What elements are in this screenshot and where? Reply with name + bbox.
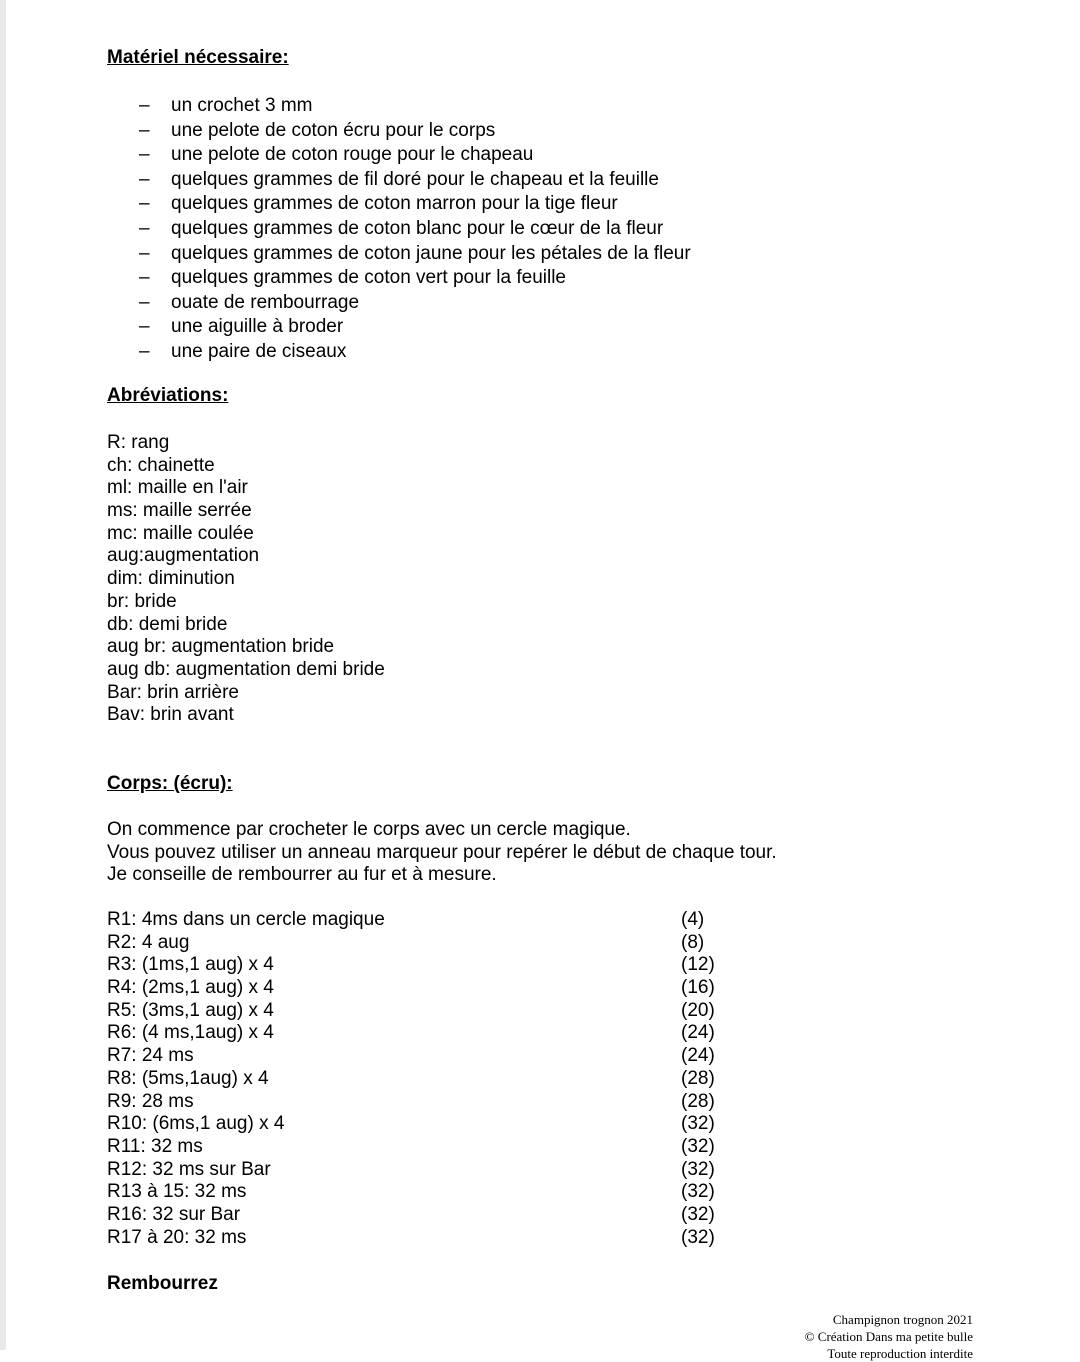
row-instruction: R13 à 15: 32 ms <box>107 1181 247 1203</box>
intro-line: On commence par crocheter le corps avec un cercle magique. <box>107 819 631 840</box>
pattern-row <box>107 1204 747 1227</box>
dash-bullet: – <box>139 291 150 313</box>
abbreviations-list <box>107 432 385 727</box>
pattern-row <box>107 1000 747 1023</box>
body-intro <box>107 819 777 887</box>
pattern-row <box>107 1181 747 1204</box>
intro-line: Je conseille de rembourrer au fur et à mesure. <box>107 864 497 886</box>
row-stitch-count: (32) <box>681 1135 715 1157</box>
body-heading: Corps: (écru): <box>107 773 233 794</box>
footer-line-copyright: © Création Dans ma petite bulle <box>804 1329 973 1344</box>
abbreviation-item: dim: diminution <box>107 568 235 590</box>
row-instruction: R9: 28 ms <box>107 1090 194 1112</box>
row-instruction: R12: 32 ms sur Bar <box>107 1158 271 1180</box>
dash-bullet: – <box>139 144 150 166</box>
abbreviation-item: aug:augmentation <box>107 545 260 567</box>
dash-bullet: – <box>139 217 150 239</box>
row-stitch-count: (32) <box>681 1158 715 1180</box>
dash-bullet: – <box>139 119 150 141</box>
row-stitch-count: (16) <box>681 977 715 999</box>
row-stitch-count: (32) <box>681 1113 715 1135</box>
row-instruction: R16: 32 sur Bar <box>107 1203 241 1225</box>
row-instruction: R7: 24 ms <box>107 1045 194 1067</box>
row-instruction: R4: (2ms,1 aug) x 4 <box>107 977 274 999</box>
abbreviation-item: br: bride <box>107 590 177 612</box>
abbreviation-item: R: rang <box>107 432 170 453</box>
abbreviation-item: ms: maille serrée <box>107 500 252 522</box>
row-stitch-count: (12) <box>681 954 715 976</box>
material-item-text: une pelote de coton rouge pour le chapeau <box>171 144 534 166</box>
material-item-text: quelques grammes de fil doré pour le chapeau et la feuille <box>171 168 659 190</box>
pattern-row <box>107 1045 747 1068</box>
pattern-row <box>107 1227 747 1250</box>
row-stitch-count: (28) <box>681 1090 715 1112</box>
pattern-row <box>107 1113 747 1136</box>
footer-credits <box>804 1311 973 1361</box>
row-instruction: R1: 4ms dans un cercle magique <box>107 909 385 930</box>
dash-bullet: – <box>139 168 150 190</box>
row-stitch-count: (4) <box>681 909 705 930</box>
abbreviations-heading: Abréviations: <box>107 385 229 406</box>
row-instruction: R2: 4 aug <box>107 931 190 953</box>
footer-line-title: Champignon trognon 2021 <box>832 1312 973 1327</box>
material-item-text: une pelote de coton écru pour le corps <box>171 119 496 141</box>
row-instruction: R10: (6ms,1 aug) x 4 <box>107 1113 285 1135</box>
material-item-text: quelques grammes de coton vert pour la feuille <box>171 267 567 289</box>
row-stitch-count: (20) <box>681 999 715 1021</box>
row-instruction: R8: (5ms,1aug) x 4 <box>107 1067 269 1089</box>
row-stitch-count: (32) <box>681 1181 715 1203</box>
row-instruction: R5: (3ms,1 aug) x 4 <box>107 999 274 1021</box>
material-item-text: ouate de rembourrage <box>171 291 360 313</box>
dash-bullet: – <box>139 193 150 215</box>
rows-table <box>107 909 747 1249</box>
row-instruction: R17 à 20: 32 ms <box>107 1226 247 1248</box>
row-stitch-count: (32) <box>681 1226 715 1248</box>
abbreviation-item: mc: maille coulée <box>107 522 254 544</box>
pattern-row <box>107 1068 747 1091</box>
row-instruction: R3: (1ms,1 aug) x 4 <box>107 954 274 976</box>
footer-line-notice: Toute reproduction interdite <box>827 1346 973 1361</box>
row-stitch-count: (8) <box>681 931 705 953</box>
row-stitch-count: (32) <box>681 1203 715 1225</box>
materials-heading: Matériel nécessaire: <box>107 47 289 68</box>
material-item-text: une aiguille à broder <box>171 316 344 338</box>
material-item-text: quelques grammes de coton marron pour la tige fleur <box>171 193 618 215</box>
pattern-row <box>107 909 747 932</box>
dash-bullet: – <box>139 95 150 116</box>
closing-instruction: Rembourrez <box>107 1273 218 1294</box>
intro-line: Vous pouvez utiliser un anneau marqueur pour repérer le début de chaque tour. <box>107 841 777 863</box>
abbreviation-item: aug br: augmentation bride <box>107 636 335 658</box>
abbreviation-item: aug db: augmentation demi bride <box>107 658 385 680</box>
row-instruction: R11: 32 ms <box>107 1135 203 1157</box>
abbreviation-item: Bav: brin avant <box>107 704 234 726</box>
material-item-text: quelques grammes de coton jaune pour les pétales de la fleur <box>171 242 691 264</box>
material-item-text: quelques grammes de coton blanc pour le cœur de la fleur <box>171 217 664 239</box>
pattern-row <box>107 1136 747 1159</box>
row-instruction: R6: (4 ms,1aug) x 4 <box>107 1022 274 1044</box>
pattern-row <box>107 1091 747 1114</box>
row-stitch-count: (24) <box>681 1045 715 1067</box>
abbreviation-item: Bar: brin arrière <box>107 681 239 703</box>
pattern-row <box>107 977 747 1000</box>
material-item-text: une paire de ciseaux <box>171 340 347 362</box>
abbreviation-item: ch: chainette <box>107 454 215 476</box>
dash-bullet: – <box>139 267 150 289</box>
pattern-row <box>107 1159 747 1182</box>
abbreviation-item: ml: maille en l'air <box>107 477 248 499</box>
dash-bullet: – <box>139 242 150 264</box>
abbreviation-item: db: demi bride <box>107 613 228 635</box>
dash-bullet: – <box>139 340 150 362</box>
row-stitch-count: (28) <box>681 1067 715 1089</box>
page-edge <box>0 0 6 1350</box>
row-stitch-count: (24) <box>681 1022 715 1044</box>
pattern-row <box>107 954 747 977</box>
material-item-text: un crochet 3 mm <box>171 95 313 116</box>
pattern-row <box>107 932 747 955</box>
pattern-row <box>107 1022 747 1045</box>
dash-bullet: – <box>139 316 150 338</box>
